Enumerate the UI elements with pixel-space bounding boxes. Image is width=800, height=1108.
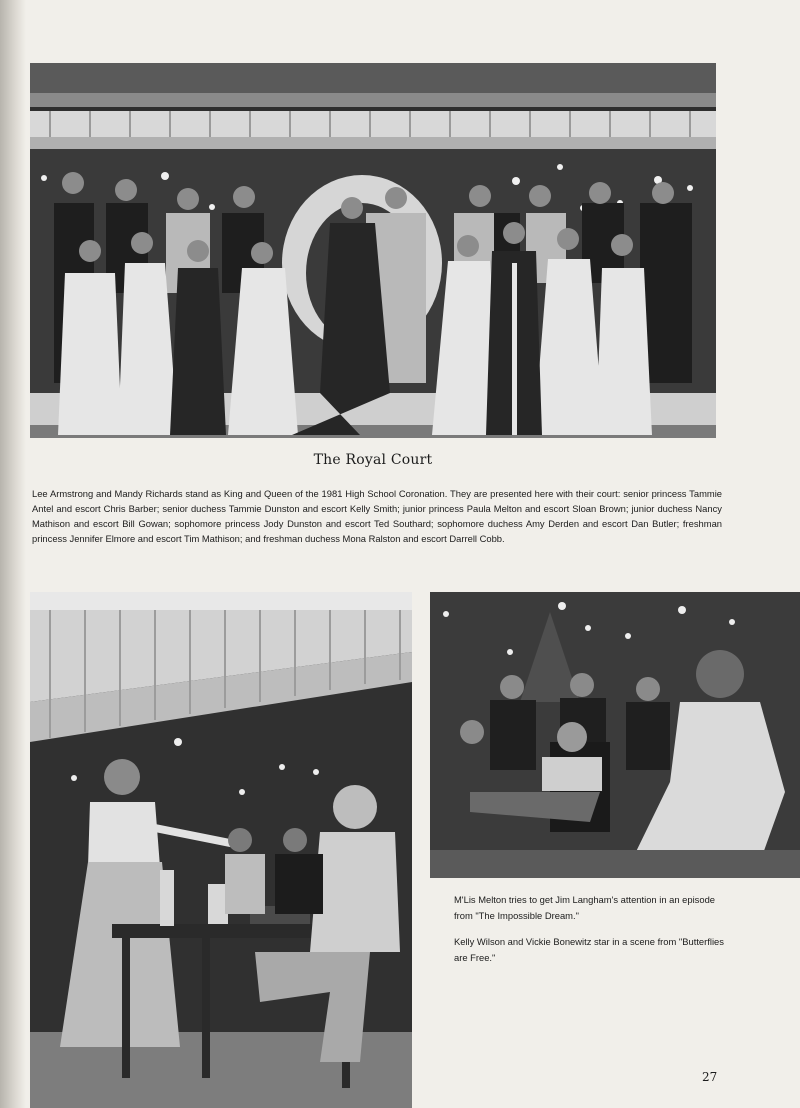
page-heading: The Royal Court: [313, 452, 433, 468]
butterflies-caption: Kelly Wilson and Vickie Bonewitz star in a scene from "Butterflies are Free.": [454, 936, 724, 963]
impossible-dream-caption: M'Lis Melton tries to get Jim Langham's attention in an episode from "The Impossible Dream.": [454, 894, 716, 921]
royal-court-caption: Lee Armstrong and Mandy Richards stand as King and Queen of the 1981 High School Coronation. They are presented here with their court: senior princess Tammie Antel and escort Chris Barber; senior duchess Tammie Dunston and escort Kelly Smith; junior princess Paula Melton and escort Sloan Brown; junior duchess Nancy Mathison and escort Bill Gowan; sophomore princess Jody Dunston and escort Ted Southard; sophomore duchess Amy Derden and escort Dan Butler; freshman princess Jennifer Elmore and escort Tim Mathison; and freshman duchess Mona Ralston and escort Darrell Cobb.: [32, 488, 722, 544]
page-number: 27: [702, 1070, 718, 1084]
page-binding-shadow: [0, 0, 26, 1108]
butterflies-scene-photo: [30, 592, 412, 1108]
impossible-dream-scene-photo: [430, 592, 800, 878]
side-captions: [454, 892, 726, 976]
royal-court-photo: [30, 63, 716, 438]
